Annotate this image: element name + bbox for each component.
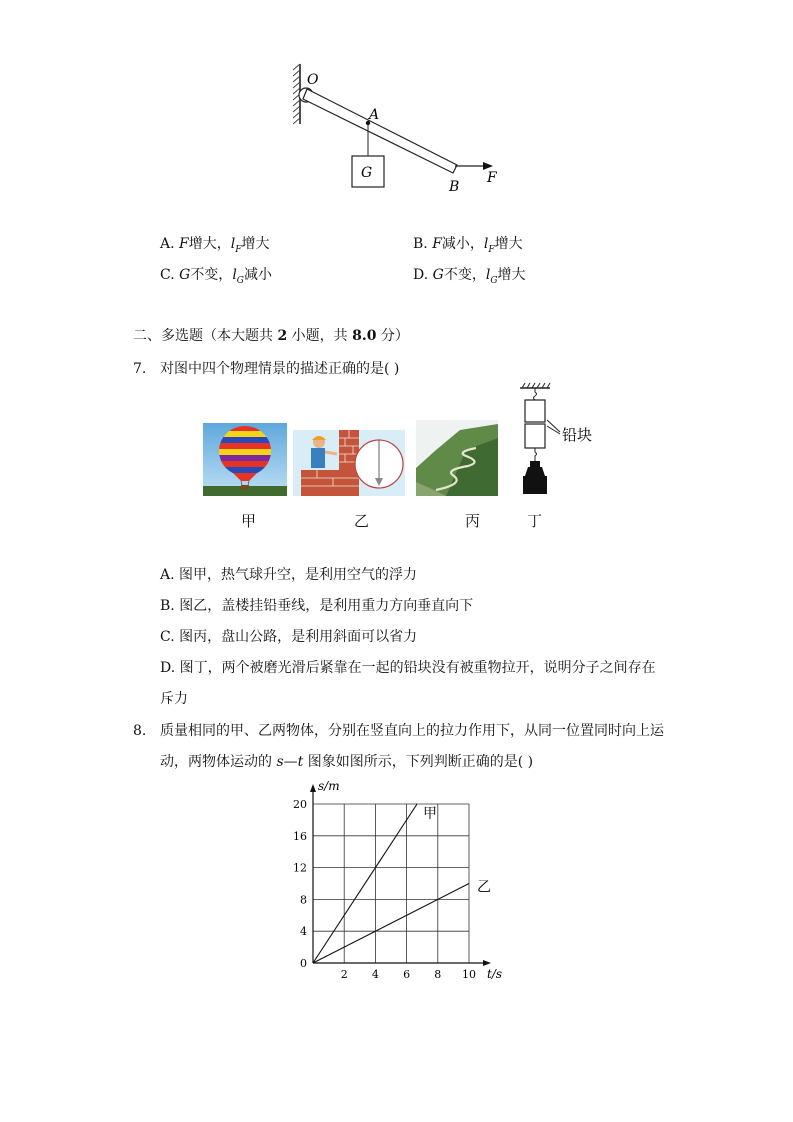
- plumb-line-image: [293, 430, 405, 496]
- y-tick-label: 16: [293, 829, 307, 843]
- label-g: G: [361, 165, 373, 181]
- x-tick-label: 10: [462, 968, 476, 981]
- series-line-jia: [313, 804, 417, 963]
- q7-option-d[interactable]: D. 图丁，两个被磨光滑后紧靠在一起的铅块没有被重物拉开，说明分子之间存在: [160, 660, 656, 676]
- lever-figure: [285, 62, 515, 197]
- series-label-jia: 甲: [423, 806, 438, 822]
- ceiling-hatch: [520, 383, 550, 388]
- x-tick-label: 2: [340, 968, 348, 981]
- lead-block-upper: [525, 400, 545, 422]
- lead-block-lower: [525, 424, 545, 448]
- q7-option-b[interactable]: B. 图乙，盖楼挂铅垂线，是利用重力方向垂直向下: [160, 598, 474, 614]
- q7-option-a[interactable]: A. 图甲，热气球升空，是利用空气的浮力: [160, 567, 418, 583]
- caption-yi: 乙: [354, 512, 370, 530]
- mountain-road-image: [416, 420, 498, 496]
- y-tick-label: 20: [293, 798, 307, 811]
- y-tick-label: 8: [300, 893, 307, 907]
- x-tick-label: 8: [434, 968, 442, 981]
- q7-stem: 对图中四个物理情景的描述正确的是( ): [160, 361, 400, 377]
- y-axis-arrow: [310, 784, 316, 792]
- section-heading: 二、多选题（本大题共 2 小题，共 8.0 分）: [133, 328, 409, 344]
- caption-ding: 丁: [527, 512, 543, 530]
- label-o: O: [307, 72, 319, 88]
- label-a: A: [369, 107, 380, 123]
- y-tick-label: 0: [300, 957, 307, 970]
- lead-block-label: 铅块: [562, 426, 593, 444]
- q6-option-b[interactable]: B. F减小，$l_F$增大: [413, 236, 523, 255]
- force-f-arrowhead: [483, 162, 493, 170]
- weight-block: [523, 476, 547, 494]
- q8-number: 8.: [133, 723, 147, 739]
- lead-blocks-figure: [510, 382, 610, 497]
- y-tick-label: 12: [293, 861, 307, 875]
- y-axis-label: s/m: [318, 779, 340, 793]
- q7-option-d-continued: 斥力: [160, 691, 188, 707]
- q8-stem-line2: 动，两物体运动的 s—t 图象如图所示，下列判断正确的是( ): [160, 754, 534, 770]
- q6-option-d[interactable]: D. G不变，$l_G$增大: [413, 267, 526, 286]
- q6-option-c[interactable]: C. G不变，$l_G$减小: [160, 267, 272, 286]
- series-line-yi: [313, 884, 469, 964]
- y-tick-label: 4: [300, 925, 307, 939]
- balloon-image: [203, 423, 287, 496]
- x-tick-label: 6: [403, 968, 411, 981]
- q7-option-c[interactable]: C. 图丙，盘山公路，是利用斜面可以省力: [160, 629, 418, 645]
- q8-stem-line1: 质量相同的甲、乙两物体，分别在竖直向上的拉力作用下，从同一位置同时向上运: [160, 723, 664, 739]
- series-label-yi: 乙: [477, 879, 491, 896]
- q6-option-a[interactable]: A. F增大，$l_F$增大: [160, 236, 270, 255]
- label-b: B: [449, 179, 460, 195]
- x-axis-label: t/s: [487, 967, 503, 981]
- x-tick-label: 4: [371, 968, 379, 981]
- st-chart: [285, 778, 515, 983]
- caption-bing: 丙: [465, 512, 481, 530]
- q7-number: 7.: [133, 361, 147, 377]
- x-axis-arrow: [483, 960, 491, 966]
- caption-jia: 甲: [241, 512, 257, 530]
- label-f: F: [487, 170, 497, 186]
